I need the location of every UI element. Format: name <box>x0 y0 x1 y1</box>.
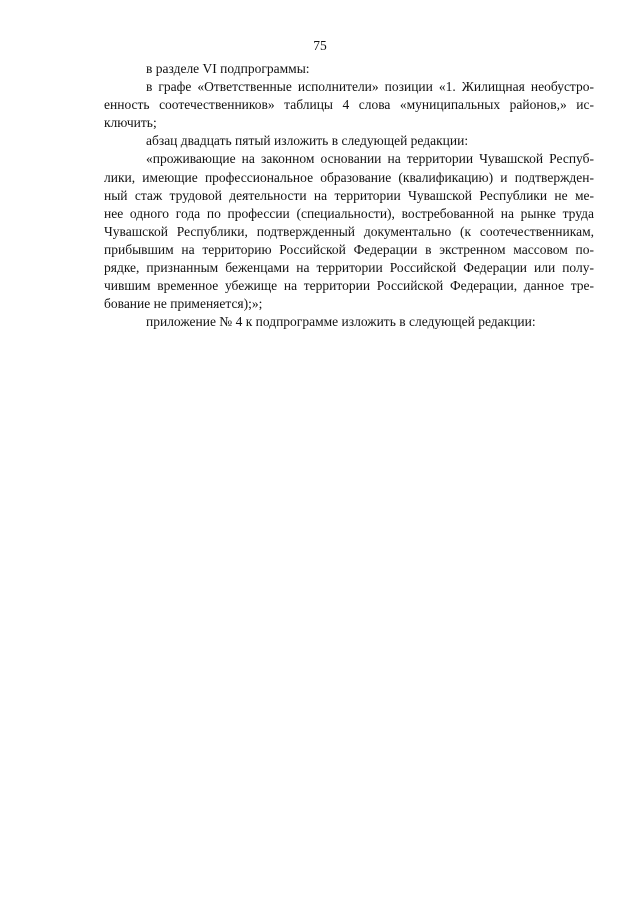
text-line: абзац двадцать пятый изложить в следующей редакции: <box>146 133 469 149</box>
text-line: Чувашской Республики, подтвержденный документально (к соотечественникам, <box>104 223 594 239</box>
document-body <box>104 60 594 331</box>
text-line: лики, имеющие профессиональное образование (квалификацию) и подтвержден- <box>104 169 594 185</box>
text-line: приложение № 4 к подпрограмме изложить в следующей редакции: <box>146 314 536 330</box>
text-line: енность соотечественников» таблицы 4 слова «муниципальных районов,» ис- <box>104 97 594 113</box>
text-line: «проживающие на законном основании на территории Чувашской Респуб- <box>146 151 594 167</box>
text-line: в графе «Ответственные исполнители» позиции «1. Жилищная необустро- <box>146 79 594 95</box>
text-line: ключить; <box>104 115 157 131</box>
text-line: бование не применяется);»; <box>104 296 263 312</box>
text-line: нее одного года по профессии (специальности), востребованной на рынке труда <box>104 205 594 221</box>
text-line: ный стаж трудовой деятельности на территории Чувашской Республики не ме- <box>104 187 594 203</box>
page-number: 75 <box>313 38 327 53</box>
text-line: в разделе VI подпрограммы: <box>146 61 310 76</box>
text-line: рядке, признанным беженцами на территории Российской Федерации или полу- <box>104 260 594 276</box>
text-line: прибывшим на территорию Российской Федерации в экстренном массовом по- <box>104 241 594 257</box>
text-line: чившим временное убежище на территории Российской Федерации, данное тре- <box>104 278 594 294</box>
